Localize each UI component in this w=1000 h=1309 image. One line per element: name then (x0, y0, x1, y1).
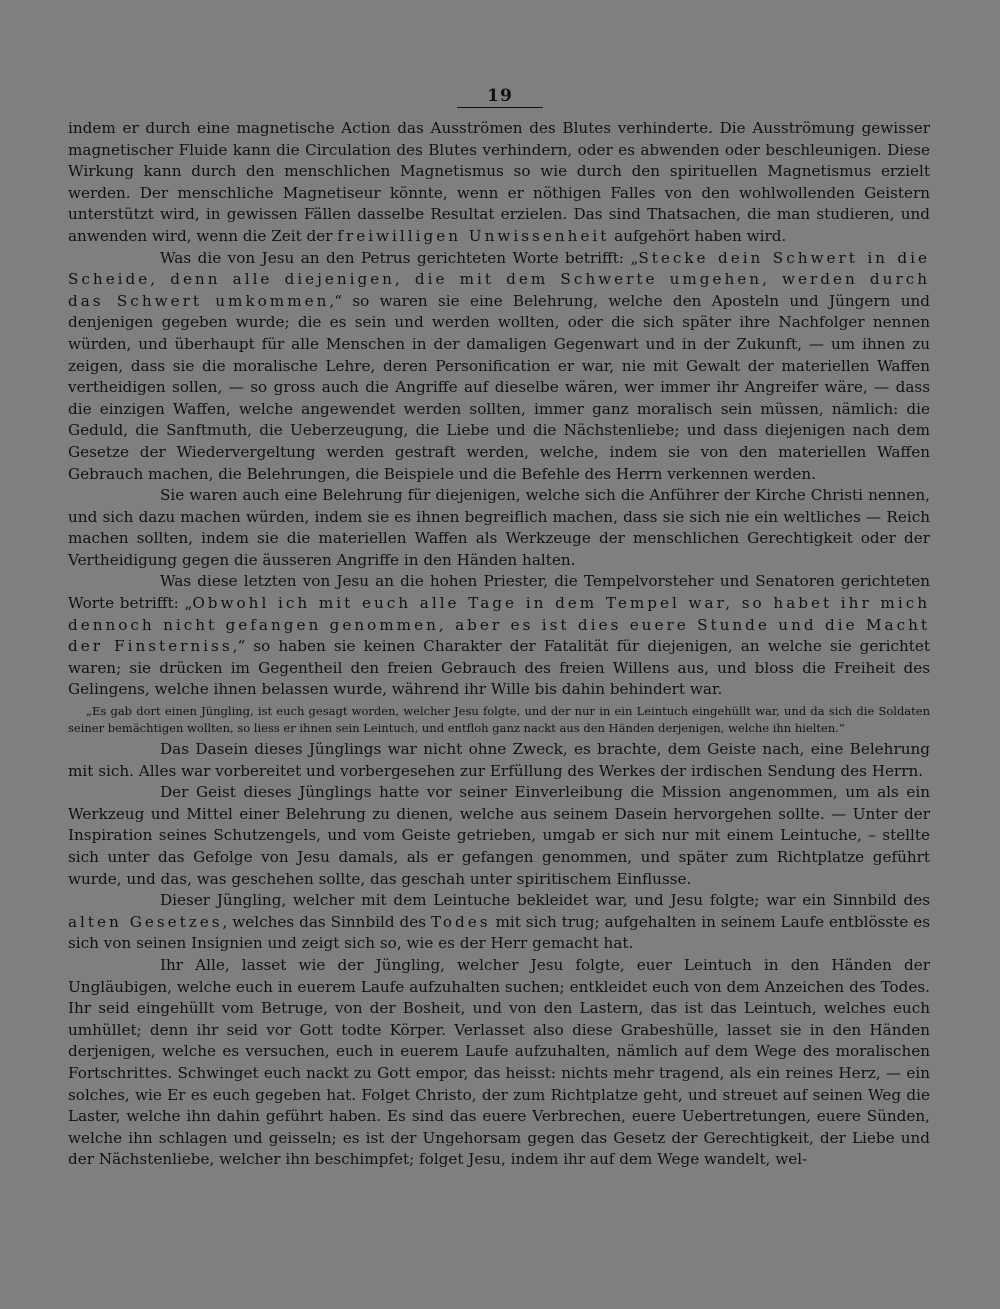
page-number (68, 86, 932, 108)
paragraph (68, 890, 930, 955)
text-run: ,“ so waren sie eine Belehrung, welche den Aposteln und Jüngern und denjenigen gegeben wurde; die es sein und werden wollten, oder die sich später ihre Nachfolger nennen würden, und überhaupt für alle Menschen in der damaligen Gegenwart und in der Zukunft, — um ihnen zu zeigen, dass sie die moralische Lehre, deren Personification er war, nie mit Gewalt der materiellen Waffen vertheidigen sollen, — so gross auch die Angriffe auf dieselbe wären, wer immer ihr Angreifer wäre, — dass die einzigen Waffen, welche angewendet werden sollten, immer ganz moralisch sein müssen, nämlich: die Geduld, die Sanftmuth, die Ueberzeugung, die Liebe und die Nächstenliebe; und dass diejenigen nach dem Gesetze der Wiedervergeltung werden gestraft werden, welche, indem sie von den materiellen Waffen Gebrauch machen, die Belehrungen, die Beispiele und die Befehle des Herrn verkennen werden. (68, 291, 931, 483)
text-run: Was die von Jesu an den Petrus gerichteten Worte betrifft: „ (160, 248, 639, 267)
paragraph (68, 782, 930, 890)
paragraph (68, 118, 930, 248)
text-run: „Es gab dort einen Jüngling, ist euch gesagt worden, welcher Jesu folgte, und der nur in ein Leintuch eingehüllt war, und da sich die Soldaten seiner bemächtigen wollten, so liess er ihnen sein Leintuch, und entfloh ganz nackt aus den Händen derjenigen, welche ihn hielten.“ (68, 704, 930, 736)
text-run: Sie waren auch eine Belehrung für diejenigen, welche sich die Anführer der Kirche Christi nennen, und sich dazu machen würden, indem sie es ihnen begreiflich machen, dass sie sich nie ein weltliches — Reich machen sollten, indem sie die materiellen Waffen als Werkzeuge der menschlichen Gerechtigkeit oder der Vertheidigung gegen die äusseren Angriffe in den Händen halten. (68, 486, 930, 569)
text-run: mit sich trug; aufgehalten in seinem Laufe entblösste es sich von seinen Insignien und zeigt sich so, wie es der Herr gemacht hat. (68, 912, 930, 953)
spaced-emphasis-text: alten Gesetzes (68, 912, 223, 931)
text-run: indem er durch eine magnetische Action das Ausströmen des Blutes verhinderte. Die Ausströmung gewisser magnetischer Fluide kann die Circulation des Blutes verhindern, oder es abwenden oder beschleunigen. Diese Wirkung kann durch den menschlichen Magnetismus so wie durch den spirituellen Magnetismus erzielt werden. Der menschliche Magnetiseur könnte, wenn er nöthigen Falles von den wohlwollenden Geistern unterstützt wird, in gewissen Fällen dasselbe Resultat erzielen. Das sind Thatsachen, die man studieren, und anwenden wird, wenn die Zeit der (68, 119, 930, 245)
paragraph (68, 485, 930, 571)
footnote-quote (68, 701, 930, 739)
text-run: Was diese letzten von Jesu an die hohen Priester, die Tempelvorsteher und Senatoren gerichteten Worte betrifft: „ (68, 572, 930, 613)
page-number-text: 19 (457, 86, 543, 108)
text-run: ,“ so haben sie keinen Charakter der Fatalität für diejenigen, an welche sie gerichtet waren; sie drücken im Gegentheil den freien Gebrauch des freien Willens aus, und bloss die Freiheit des Gelingens, welche ihnen belassen wurde, während ihr Wille bis dahin behindert war. (68, 637, 930, 699)
text-run: Dieser Jüngling, welcher mit dem Leintuche bekleidet war, und Jesu folgte; war ein Sinnbild des (160, 891, 930, 910)
paragraph (68, 248, 930, 486)
text-run: , welches das Sinnbild des (222, 912, 431, 931)
paragraph (68, 955, 930, 1171)
spaced-emphasis-text: freiwilligen Unwissenheit (337, 226, 610, 245)
spaced-emphasis-text: Obwohl ich mit euch alle Tage in dem Tempel war, so habet ihr mich dennoch nicht gefangen genommen, aber es ist dies euere Stunde und die Macht der Finsterniss (68, 594, 930, 656)
text-run: aufgehört haben wird. (609, 226, 787, 245)
text-run: Das Dasein dieses Jünglings war nicht ohne Zweck, es brachte, dem Geiste nach, eine Belehrung mit sich. Alles war vorbereitet und vorbergesehen zur Erfüllung des Werkes der irdischen Sendung des Herrn. (68, 740, 930, 780)
text-run: Der Geist dieses Jünglings hatte vor seiner Einverleibung die Mission angenommen, um als ein Werkzeug und Mittel einer Belehrung zu dienen, welche aus seinem Dasein hervorgehen sollte. — Unter der Inspiration seines Schutzengels, und vom Geiste getrieben, umgab er sich nur mit einem Leintuche, – stellte sich unter das Gefolge von Jesu damals, als er gefangen genommen, und später zum Richtplatze geführt wurde, und das, was geschehen sollte, das geschah unter spiritischem Einflusse. (68, 783, 930, 888)
paragraph (68, 571, 930, 701)
paragraph (68, 739, 930, 782)
body-text (68, 118, 930, 1171)
text-run: Ihr Alle, lasset wie der Jüngling, welcher Jesu folgte, euer Leintuch in den Händen der Ungläubigen, welche euch in euerem Laufe aufzuhalten suchen; entkleidet euch von dem Anzeichen des Todes. Ihr seid eingehüllt vom Betruge, von der Bosheit, und von den Lastern, das ist das Leintuch, welches euch umhüllet; denn ihr seid vor Gott todte Körper. Verlasset also diese Grabeshülle, lasset sie in den Händen derjenigen, welche es versuchen, euch in euerem Laufe aufzuhalten, nämlich auf dem Wege des moralischen Fortschrittes. Schwinget euch nackt zu Gott empor, das heisst: nichts mehr tragend, als ein reines Herz, — ein solches, wie Er es euch gegeben hat. Folget Christo, der zum Richtplatze geht, und streuet auf seinen Weg die Laster, welche ihn dahin geführt haben. Es sind das euere Verbrechen, euere Uebertretungen, euere Sünden, welche ihn schlagen und geisseln; es ist der Ungehorsam gegen das Gesetz der Gerechtigkeit, der Liebe und der Nächstenliebe, welcher ihn beschimpfet; folget Jesu, indem ihr auf dem Wege wandelt, wel- (68, 955, 930, 1169)
spaced-emphasis-text: Todes (430, 912, 491, 931)
spaced-emphasis-text: Stecke dein Schwert in die Scheide, denn alle diejenigen, die mit dem Schwerte umgehen, werden durch das Schwert umkommen (68, 248, 930, 310)
